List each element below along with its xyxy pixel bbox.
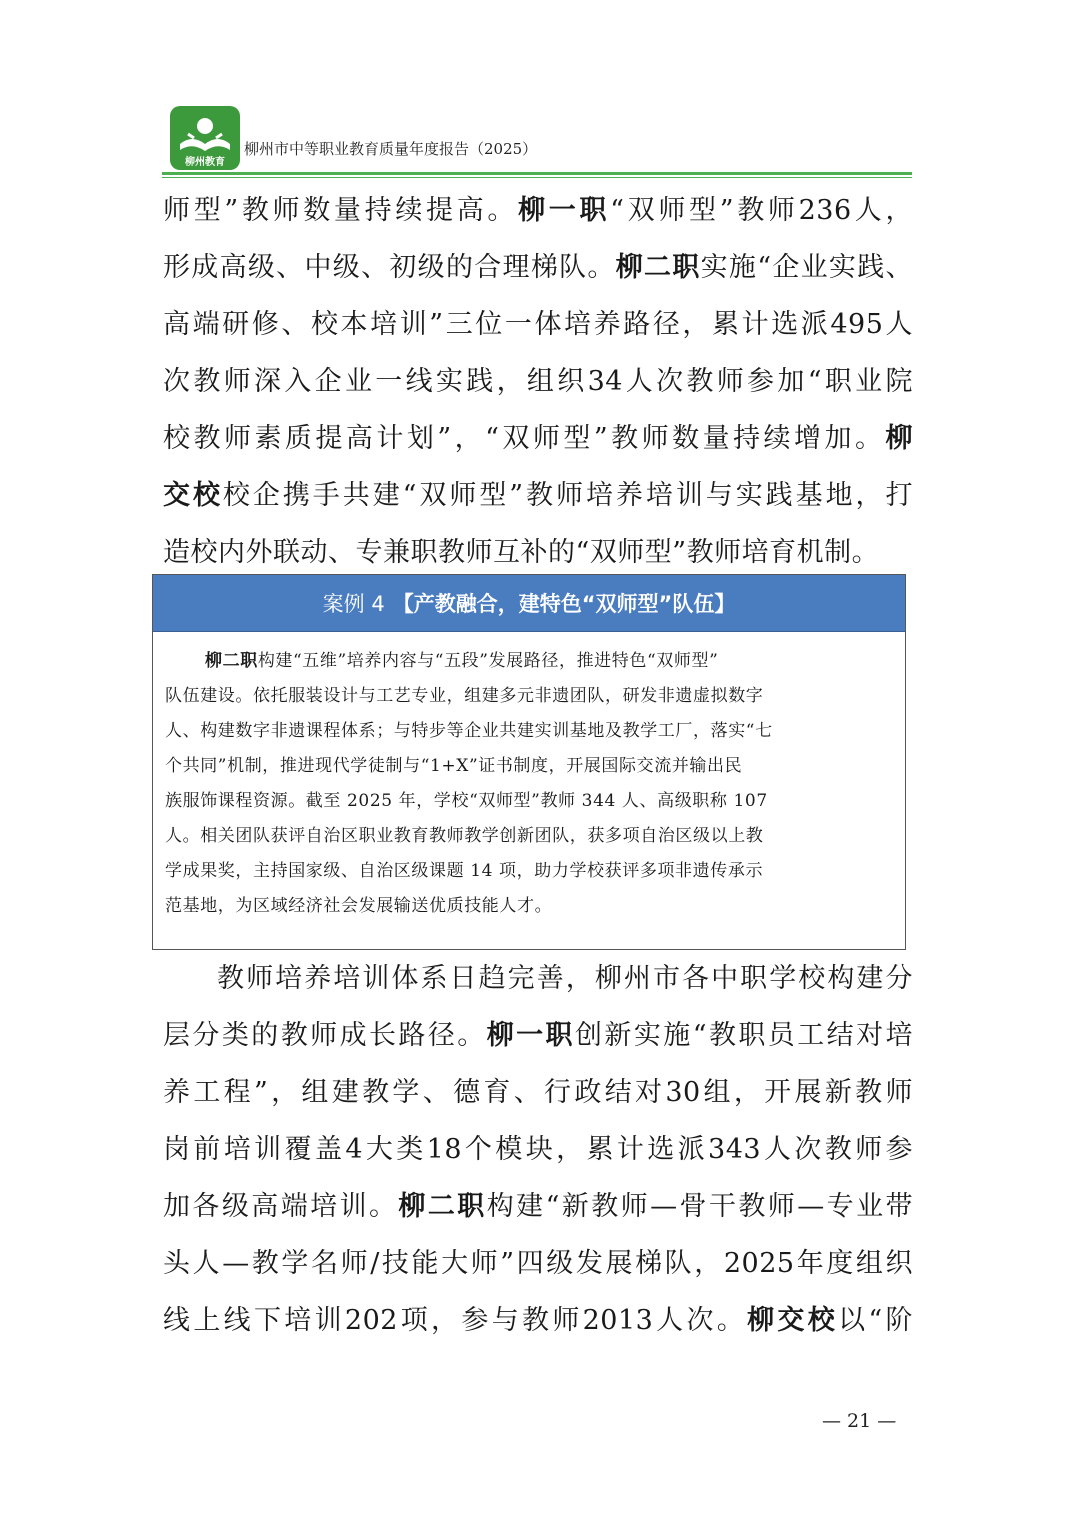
text-line: 形成高级、中级、初级的合理梯队。柳二职实施“企业实践、 [163,252,913,283]
text-line: 线上线下培训202项，参与教师2013人次。柳交校以“阶 [163,1305,913,1336]
paragraph-teachers-double-qualified [163,182,913,581]
svg-text:柳州教育: 柳州教育 [185,157,225,168]
paragraph-teacher-training-system [163,950,913,1349]
text-line: 次教师深入企业一线实践，组织34人次教师参加“职业院 [163,366,913,397]
text-line: 学成果奖，主持国家级、自治区级课题 14 项，助力学校获评多项非遗传承示 [165,861,764,881]
header-rule-thin [162,177,912,178]
case-study-header [153,575,905,632]
case-study-body [153,632,905,924]
text-line: 个共同”机制，推进现代学徒制与“1+X”证书制度，开展国际交流并输出民 [165,756,743,776]
text-line: 高端研修、校本培训”三位一体培养路径，累计选派495人 [163,309,913,340]
text-line: 师型”教师数量持续提高。柳一职“双师型”教师236人， [163,195,913,226]
liuzhou-education-logo-icon [168,104,242,172]
page-header [162,100,912,178]
text-line: 人。相关团队获评自治区职业教育教师教学创新团队，获多项自治区级以上教 [165,826,764,846]
text-line: 头人—教学名师/技能大师”四级发展梯队，2025年度组织 [163,1248,913,1279]
case-study-box [152,574,906,950]
text-line: 层分类的教师成长路径。柳一职创新实施“教职员工结对培 [163,1020,913,1051]
case-title: 【产教融合，建特色“双师型”队伍】 [392,592,736,616]
text-line: 教师培养培训体系日趋完善，柳州市各中职学校构建分 [217,963,913,994]
report-title: 柳州市中等职业教育质量年度报告（2025） [244,140,538,158]
header-rule-thick [162,172,912,175]
text-line: 交校校企携手共建“双师型”教师培养培训与实践基地，打 [163,480,913,511]
text-line: 加各级高端培训。柳二职构建“新教师—骨干教师—专业带 [163,1191,913,1222]
text-line: 柳二职构建“五维”培养内容与“五段”发展路径，推进特色“双师型” [205,651,719,671]
text-line: 范基地，为区域经济社会发展输送优质技能人才。 [165,896,553,916]
page-number: — 21 — [822,1410,897,1432]
text-line: 养工程”，组建教学、德育、行政结对30组，开展新教师 [163,1077,913,1108]
text-line: 校教师素质提高计划”，“双师型”教师数量持续增加。柳 [163,423,913,454]
text-line: 造校内外联动、专兼职教师互补的“双师型”教师培育机制。 [163,537,880,568]
text-line: 人、构建数字非遗课程体系；与特步等企业共建实训基地及教学工厂，落实“七 [165,721,773,741]
text-line: 族服饰课程资源。截至 2025 年，学校“双师型”教师 344 人、高级职称 107 [165,791,768,811]
text-line: 队伍建设。依托服装设计与工艺专业，组建多元非遗团队，研发非遗虚拟数字 [165,686,764,706]
text-line: 岗前培训覆盖4大类18个模块，累计选派343人次教师参 [163,1134,913,1165]
case-label: 案例 4 [322,592,385,616]
